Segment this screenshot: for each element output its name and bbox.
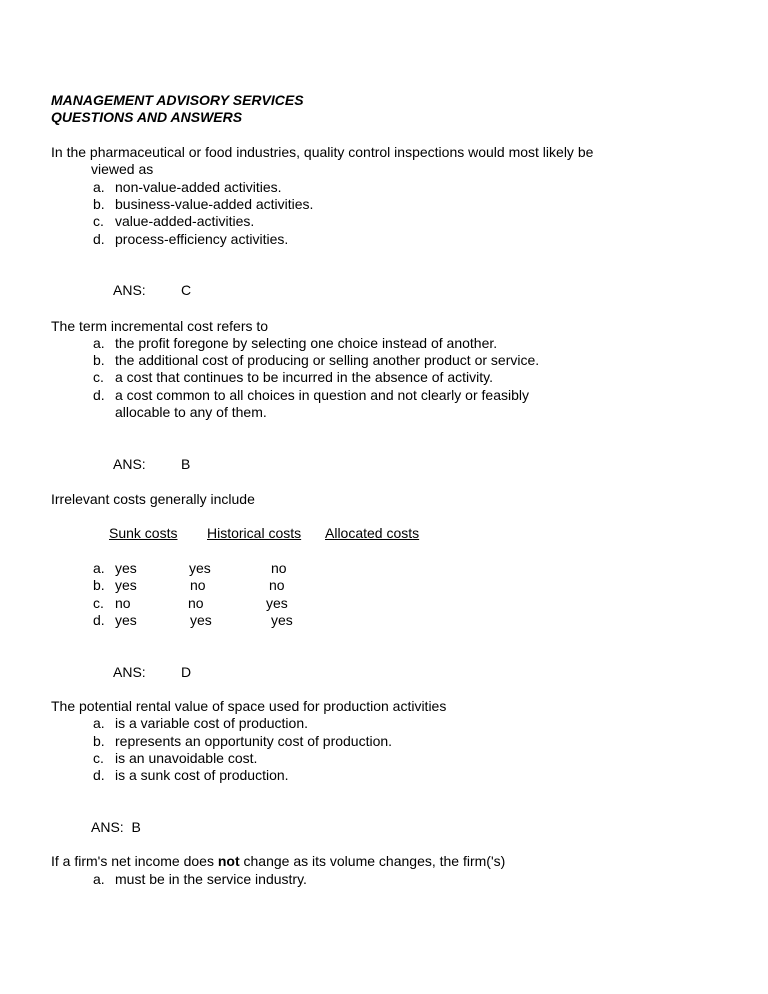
question-1-stem-cont: viewed as: [91, 161, 154, 177]
option-letter: a.: [93, 179, 105, 195]
option-text: a cost common to all choices in question and not clearly or feasibly: [115, 387, 529, 403]
question-1-answer-value: C: [181, 282, 192, 298]
option-text: non-value-added activities.: [115, 179, 282, 195]
column-header-allocated-costs: Allocated costs: [325, 525, 420, 541]
question-3-row-d-letter: d.: [93, 612, 105, 628]
question-1-option-b: [93, 196, 313, 213]
document-subtitle: QUESTIONS AND ANSWERS: [51, 109, 243, 125]
option-text: represents an opportunity cost of production.: [115, 733, 393, 749]
option-letter: d.: [93, 387, 105, 403]
question-1-option-a: [93, 179, 282, 196]
option-text: value-added-activities.: [115, 213, 255, 229]
option-text: process-efficiency activities.: [115, 231, 289, 247]
question-2-option-d: [93, 387, 529, 404]
question-4-option-c: [93, 750, 257, 767]
question-2-option-a: [93, 335, 497, 352]
option-letter: a.: [93, 715, 105, 731]
option-text: the profit foregone by selecting one choice instead of another.: [115, 335, 498, 351]
question-3-stem: Irrelevant costs generally include: [51, 491, 255, 507]
option-text: business-value-added activities.: [115, 196, 314, 212]
stem-text-before: If a firm's net income does: [51, 853, 218, 869]
question-3-answer-label: ANS:: [113, 664, 146, 680]
question-3-row-b-historical: no: [190, 577, 206, 593]
option-letter: c.: [93, 750, 104, 766]
stem-emphasis: not: [217, 853, 240, 869]
question-3-row-a-historical: yes: [189, 560, 211, 576]
question-2-stem: The term incremental cost refers to: [51, 318, 269, 334]
question-3-row-c-letter: c.: [93, 595, 104, 611]
document-title: MANAGEMENT ADVISORY SERVICES: [51, 92, 304, 108]
question-3-row-c-allocated: yes: [266, 595, 288, 611]
option-text: is a sunk cost of production.: [115, 767, 289, 783]
option-letter: c.: [93, 213, 104, 229]
question-4-option-b: [93, 733, 392, 750]
option-letter: d.: [93, 767, 105, 783]
option-letter: a.: [93, 335, 105, 351]
question-3-row-a-sunk: yes: [115, 560, 137, 576]
option-text: must be in the service industry.: [115, 871, 307, 887]
option-letter: b.: [93, 733, 105, 749]
question-3-row-d-allocated: yes: [271, 612, 293, 628]
question-3-row-d-sunk: yes: [115, 612, 137, 628]
question-3-row-b-sunk: yes: [115, 577, 137, 593]
question-1-answer-label: ANS:: [113, 282, 146, 298]
stem-text-after: change as its volume changes, the firm('s): [239, 853, 506, 869]
question-3-row-c-historical: no: [188, 595, 204, 611]
question-3-row-b-allocated: no: [269, 577, 285, 593]
question-3-row-d-historical: yes: [190, 612, 212, 628]
option-text: is an unavoidable cost.: [115, 750, 258, 766]
question-2-option-c: [93, 369, 493, 386]
option-letter: d.: [93, 231, 105, 247]
column-header-sunk-costs: Sunk costs: [109, 525, 178, 541]
question-3-answer-value: D: [181, 664, 192, 680]
question-5-stem: [51, 853, 505, 870]
question-5-option-a: [93, 871, 307, 888]
question-2-option-b: [93, 352, 539, 369]
option-letter: c.: [93, 369, 104, 385]
question-2-answer-label: ANS:: [113, 456, 146, 472]
question-4-answer: ANS: B: [91, 819, 141, 835]
question-1-option-c: [93, 213, 254, 230]
question-1-stem: In the pharmaceutical or food industries, quality control inspections would most likely be: [51, 144, 594, 160]
question-3-row-c-sunk: no: [115, 595, 131, 611]
column-header-historical-costs: Historical costs: [207, 525, 302, 541]
question-3-row-b-letter: b.: [93, 577, 105, 593]
option-text: the additional cost of producing or selling another product or service.: [115, 352, 540, 368]
option-text: a cost that continues to be incurred in the absence of activity.: [115, 369, 493, 385]
option-letter: b.: [93, 352, 105, 368]
question-1-option-d: [93, 231, 288, 248]
question-3-row-a-letter: a.: [93, 560, 105, 576]
option-text: is a variable cost of production.: [115, 715, 308, 731]
option-letter: a.: [93, 871, 105, 887]
option-letter: b.: [93, 196, 105, 212]
question-2-answer-value: B: [181, 456, 191, 472]
question-3-row-a-allocated: no: [271, 560, 287, 576]
question-4-option-a: [93, 715, 308, 732]
question-4-stem: The potential rental value of space used for production activities: [51, 698, 447, 714]
question-2-option-d-cont: allocable to any of them.: [115, 404, 267, 420]
question-4-option-d: [93, 767, 289, 784]
